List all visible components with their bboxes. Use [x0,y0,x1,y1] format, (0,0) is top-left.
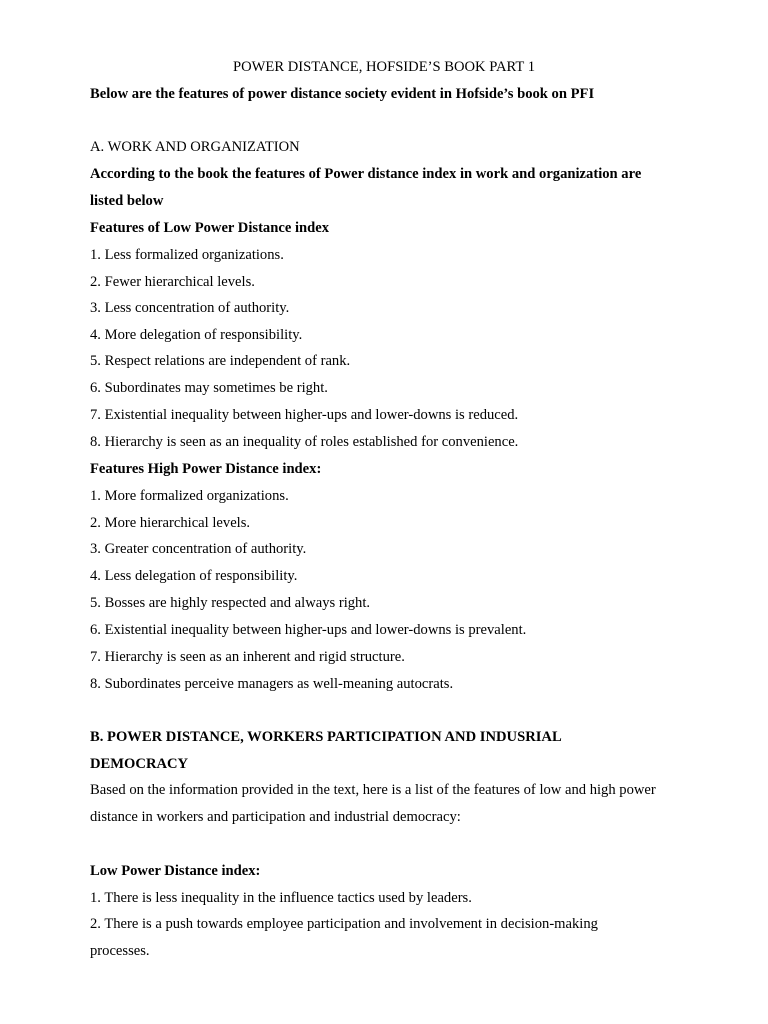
section-b-low-heading: Low Power Distance index: [90,863,261,879]
section-b-paragraph-cont: distance in workers and participation and industrial democracy: [90,809,461,825]
high-pdi-item: 1. More formalized organizations. [90,488,289,504]
low-pdi-item: 6. Subordinates may sometimes be right. [90,380,328,396]
high-pdi-item: 4. Less delegation of responsibility. [90,568,298,584]
section-b-item-cont: processes. [90,943,150,959]
section-b-item: 2. There is a push towards employee participation and involvement in decision-making [90,916,598,932]
section-a-lead-cont: listed below [90,193,164,209]
section-b-heading-cont: DEMOCRACY [90,756,189,772]
low-pdi-item: 3. Less concentration of authority. [90,300,290,316]
high-pdi-item: 5. Bosses are highly respected and always right. [90,595,371,611]
section-a-heading: A. WORK AND ORGANIZATION [90,139,300,155]
high-pdi-heading: Features High Power Distance index: [90,461,322,477]
section-b-paragraph: Based on the information provided in the text, here is a list of the features of low and high power [90,782,656,798]
high-pdi-item: 7. Hierarchy is seen as an inherent and rigid structure. [90,649,405,665]
low-pdi-item: 7. Existential inequality between higher-ups and lower-downs is reduced. [90,407,519,423]
low-pdi-item: 8. Hierarchy is seen as an inequality of roles established for convenience. [90,434,519,450]
low-pdi-item: 4. More delegation of responsibility. [90,327,303,343]
low-pdi-heading: Features of Low Power Distance index [90,220,330,236]
section-a-lead: According to the book the features of Power distance index in work and organization are [90,166,642,182]
low-pdi-item: 5. Respect relations are independent of rank. [90,353,351,369]
high-pdi-item: 2. More hierarchical levels. [90,515,251,531]
high-pdi-item: 3. Greater concentration of authority. [90,541,307,557]
document-title: POWER DISTANCE, HOFSIDE’S BOOK PART 1 [232,59,536,75]
intro-text: Below are the features of power distance society evident in Hofside’s book on PFI [90,86,595,102]
section-b-item: 1. There is less inequality in the influence tactics used by leaders. [90,890,472,906]
high-pdi-item: 6. Existential inequality between higher-ups and lower-downs is prevalent. [90,622,527,638]
low-pdi-item: 2. Fewer hierarchical levels. [90,274,255,290]
high-pdi-item: 8. Subordinates perceive managers as well-meaning autocrats. [90,676,454,692]
low-pdi-item: 1. Less formalized organizations. [90,247,284,263]
section-b-heading: B. POWER DISTANCE, WORKERS PARTICIPATION AND INDUSRIAL [90,729,562,745]
